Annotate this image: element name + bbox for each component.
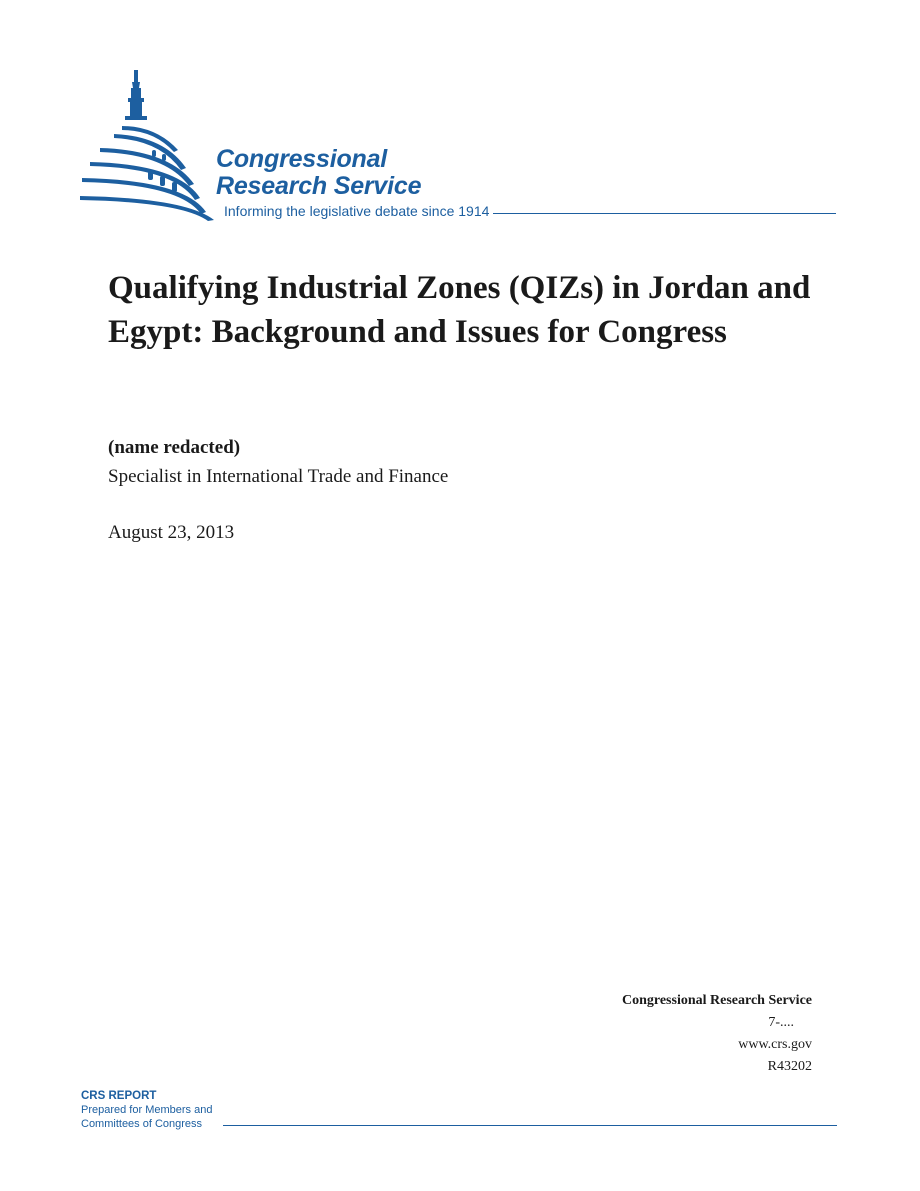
footer-label: CRS REPORT (81, 1090, 157, 1102)
crs-logo (78, 66, 838, 222)
org-name-line2: Research Service (216, 172, 422, 200)
capitol-dome-icon (78, 66, 218, 222)
contact-block (622, 990, 812, 1078)
footer (81, 1089, 837, 1131)
report-title: Qualifying Industrial Zones (QIZs) in Jordan and Egypt: Background and Issues for Congress (108, 270, 811, 350)
author-name: (name redacted) (108, 437, 241, 458)
header-rule (493, 213, 836, 214)
contact-org: Congressional Research Service (621, 993, 812, 1008)
footer-line2: Prepared for Members and (81, 1104, 213, 1116)
footer-text (81, 1089, 212, 1131)
org-name (216, 146, 421, 200)
tagline: Informing the legislative debate since 1914 (224, 203, 490, 219)
contact-website[interactable]: www.crs.gov (738, 1037, 812, 1052)
footer-rule (223, 1125, 837, 1126)
report-number: R43202 (767, 1059, 812, 1074)
report-date: August 23, 2013 (108, 522, 235, 543)
org-name-line1: Congressional (216, 145, 388, 173)
contact-phone: 7-.... (768, 1015, 794, 1030)
tagline-row (224, 202, 836, 220)
footer-line3: Committees of Congress (81, 1118, 203, 1130)
author-title: Specialist in International Trade and Finance (108, 466, 449, 487)
